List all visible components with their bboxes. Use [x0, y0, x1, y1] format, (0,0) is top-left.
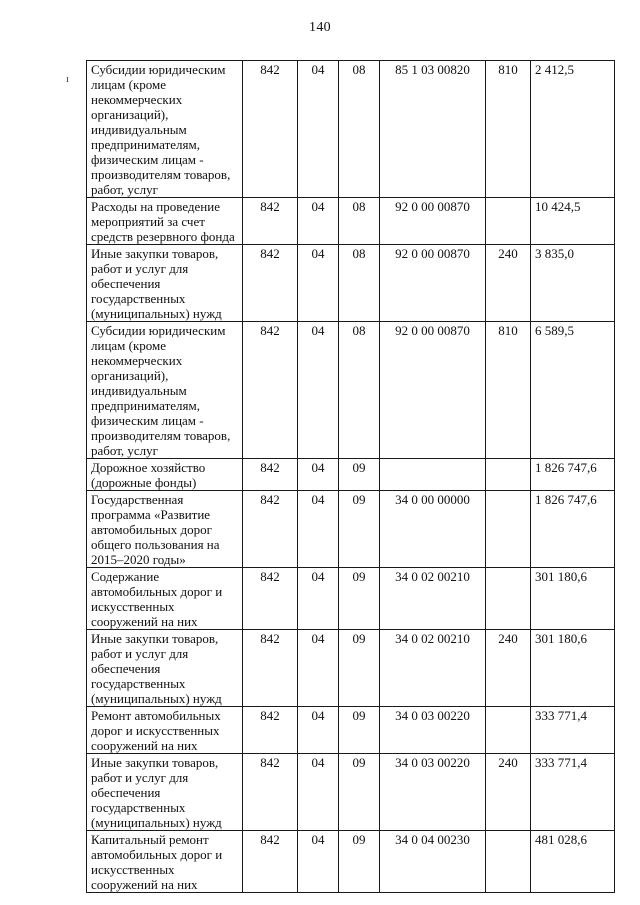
- subsection-code-cell: 09: [339, 754, 380, 831]
- section-code-cell: 04: [298, 831, 339, 893]
- margin-mark: ı: [66, 74, 69, 85]
- department-code-cell: 842: [243, 491, 298, 568]
- expense-type-code-cell: [486, 831, 531, 893]
- target-article-code-cell: [380, 459, 486, 491]
- amount-cell: 301 180,6: [531, 568, 615, 630]
- table-row: [87, 245, 615, 322]
- subsection-code-cell: 09: [339, 491, 380, 568]
- amount-cell: 2 412,5: [531, 61, 615, 198]
- subsection-code-cell: 09: [339, 630, 380, 707]
- expense-name-cell: Ремонт автомобильных дорог и искусственных сооружений на них: [87, 707, 243, 754]
- department-code-cell: 842: [243, 630, 298, 707]
- table-row: [87, 491, 615, 568]
- table-row: [87, 198, 615, 245]
- table-row: [87, 568, 615, 630]
- target-article-code-cell: 85 1 03 00820: [380, 61, 486, 198]
- section-code-cell: 04: [298, 322, 339, 459]
- expense-name-cell: Содержание автомобильных дорог и искусственных сооружений на них: [87, 568, 243, 630]
- budget-table-body: [87, 61, 615, 893]
- table-row: [87, 459, 615, 491]
- table-row: [87, 707, 615, 754]
- section-code-cell: 04: [298, 754, 339, 831]
- subsection-code-cell: 08: [339, 245, 380, 322]
- department-code-cell: 842: [243, 568, 298, 630]
- subsection-code-cell: 09: [339, 459, 380, 491]
- department-code-cell: 842: [243, 322, 298, 459]
- expense-name-cell: Расходы на проведение мероприятий за счет средств резервного фонда: [87, 198, 243, 245]
- expense-type-code-cell: [486, 707, 531, 754]
- department-code-cell: 842: [243, 61, 298, 198]
- table-row: [87, 322, 615, 459]
- amount-cell: 301 180,6: [531, 630, 615, 707]
- amount-cell: 1 826 747,6: [531, 491, 615, 568]
- target-article-code-cell: 34 0 02 00210: [380, 568, 486, 630]
- expense-type-code-cell: [486, 459, 531, 491]
- page-number: 140: [309, 20, 331, 35]
- expense-name-cell: Дорожное хозяйство (дорожные фонды): [87, 459, 243, 491]
- amount-cell: 481 028,6: [531, 831, 615, 893]
- section-code-cell: 04: [298, 245, 339, 322]
- target-article-code-cell: 34 0 03 00220: [380, 754, 486, 831]
- expense-type-code-cell: 810: [486, 322, 531, 459]
- department-code-cell: 842: [243, 198, 298, 245]
- amount-cell: 333 771,4: [531, 754, 615, 831]
- subsection-code-cell: 08: [339, 61, 380, 198]
- department-code-cell: 842: [243, 245, 298, 322]
- expense-type-code-cell: 240: [486, 754, 531, 831]
- target-article-code-cell: 92 0 00 00870: [380, 245, 486, 322]
- budget-table: [86, 60, 615, 893]
- section-code-cell: 04: [298, 459, 339, 491]
- expense-type-code-cell: 810: [486, 61, 531, 198]
- table-row: [87, 754, 615, 831]
- department-code-cell: 842: [243, 459, 298, 491]
- expense-type-code-cell: [486, 198, 531, 245]
- expense-name-cell: Государственная программа «Развитие автомобильных дорог общего пользования на 2015–2020 годы»: [87, 491, 243, 568]
- expense-name-cell: Иные закупки товаров, работ и услуг для обеспечения государственных (муниципальных) нужд: [87, 754, 243, 831]
- section-code-cell: 04: [298, 491, 339, 568]
- expense-name-cell: Иные закупки товаров, работ и услуг для обеспечения государственных (муниципальных) нужд: [87, 630, 243, 707]
- amount-cell: 333 771,4: [531, 707, 615, 754]
- expense-name-cell: Иные закупки товаров, работ и услуг для обеспечения государственных (муниципальных) нужд: [87, 245, 243, 322]
- expense-type-code-cell: [486, 568, 531, 630]
- table-row: [87, 831, 615, 893]
- section-code-cell: 04: [298, 630, 339, 707]
- expense-type-code-cell: [486, 491, 531, 568]
- subsection-code-cell: 08: [339, 322, 380, 459]
- table-row: [87, 630, 615, 707]
- department-code-cell: 842: [243, 831, 298, 893]
- expense-type-code-cell: 240: [486, 630, 531, 707]
- expense-name-cell: Капитальный ремонт автомобильных дорог и искусственных сооружений на них: [87, 831, 243, 893]
- subsection-code-cell: 08: [339, 198, 380, 245]
- department-code-cell: 842: [243, 707, 298, 754]
- expense-name-cell: Субсидии юридическим лицам (кроме некоммерческих организаций), индивидуальным предпринимателям, физическим лицам - производителям товаров, работ, услуг: [87, 61, 243, 198]
- amount-cell: 6 589,5: [531, 322, 615, 459]
- target-article-code-cell: 92 0 00 00870: [380, 322, 486, 459]
- section-code-cell: 04: [298, 61, 339, 198]
- target-article-code-cell: 34 0 04 00230: [380, 831, 486, 893]
- amount-cell: 3 835,0: [531, 245, 615, 322]
- section-code-cell: 04: [298, 707, 339, 754]
- amount-cell: 10 424,5: [531, 198, 615, 245]
- subsection-code-cell: 09: [339, 568, 380, 630]
- subsection-code-cell: 09: [339, 831, 380, 893]
- subsection-code-cell: 09: [339, 707, 380, 754]
- target-article-code-cell: 34 0 00 00000: [380, 491, 486, 568]
- expense-type-code-cell: 240: [486, 245, 531, 322]
- amount-cell: 1 826 747,6: [531, 459, 615, 491]
- section-code-cell: 04: [298, 198, 339, 245]
- expense-name-cell: Субсидии юридическим лицам (кроме некоммерческих организаций), индивидуальным предпринимателям, физическим лицам - производителям товаров, работ, услуг: [87, 322, 243, 459]
- table-row: [87, 61, 615, 198]
- target-article-code-cell: 92 0 00 00870: [380, 198, 486, 245]
- section-code-cell: 04: [298, 568, 339, 630]
- department-code-cell: 842: [243, 754, 298, 831]
- target-article-code-cell: 34 0 02 00210: [380, 630, 486, 707]
- target-article-code-cell: 34 0 03 00220: [380, 707, 486, 754]
